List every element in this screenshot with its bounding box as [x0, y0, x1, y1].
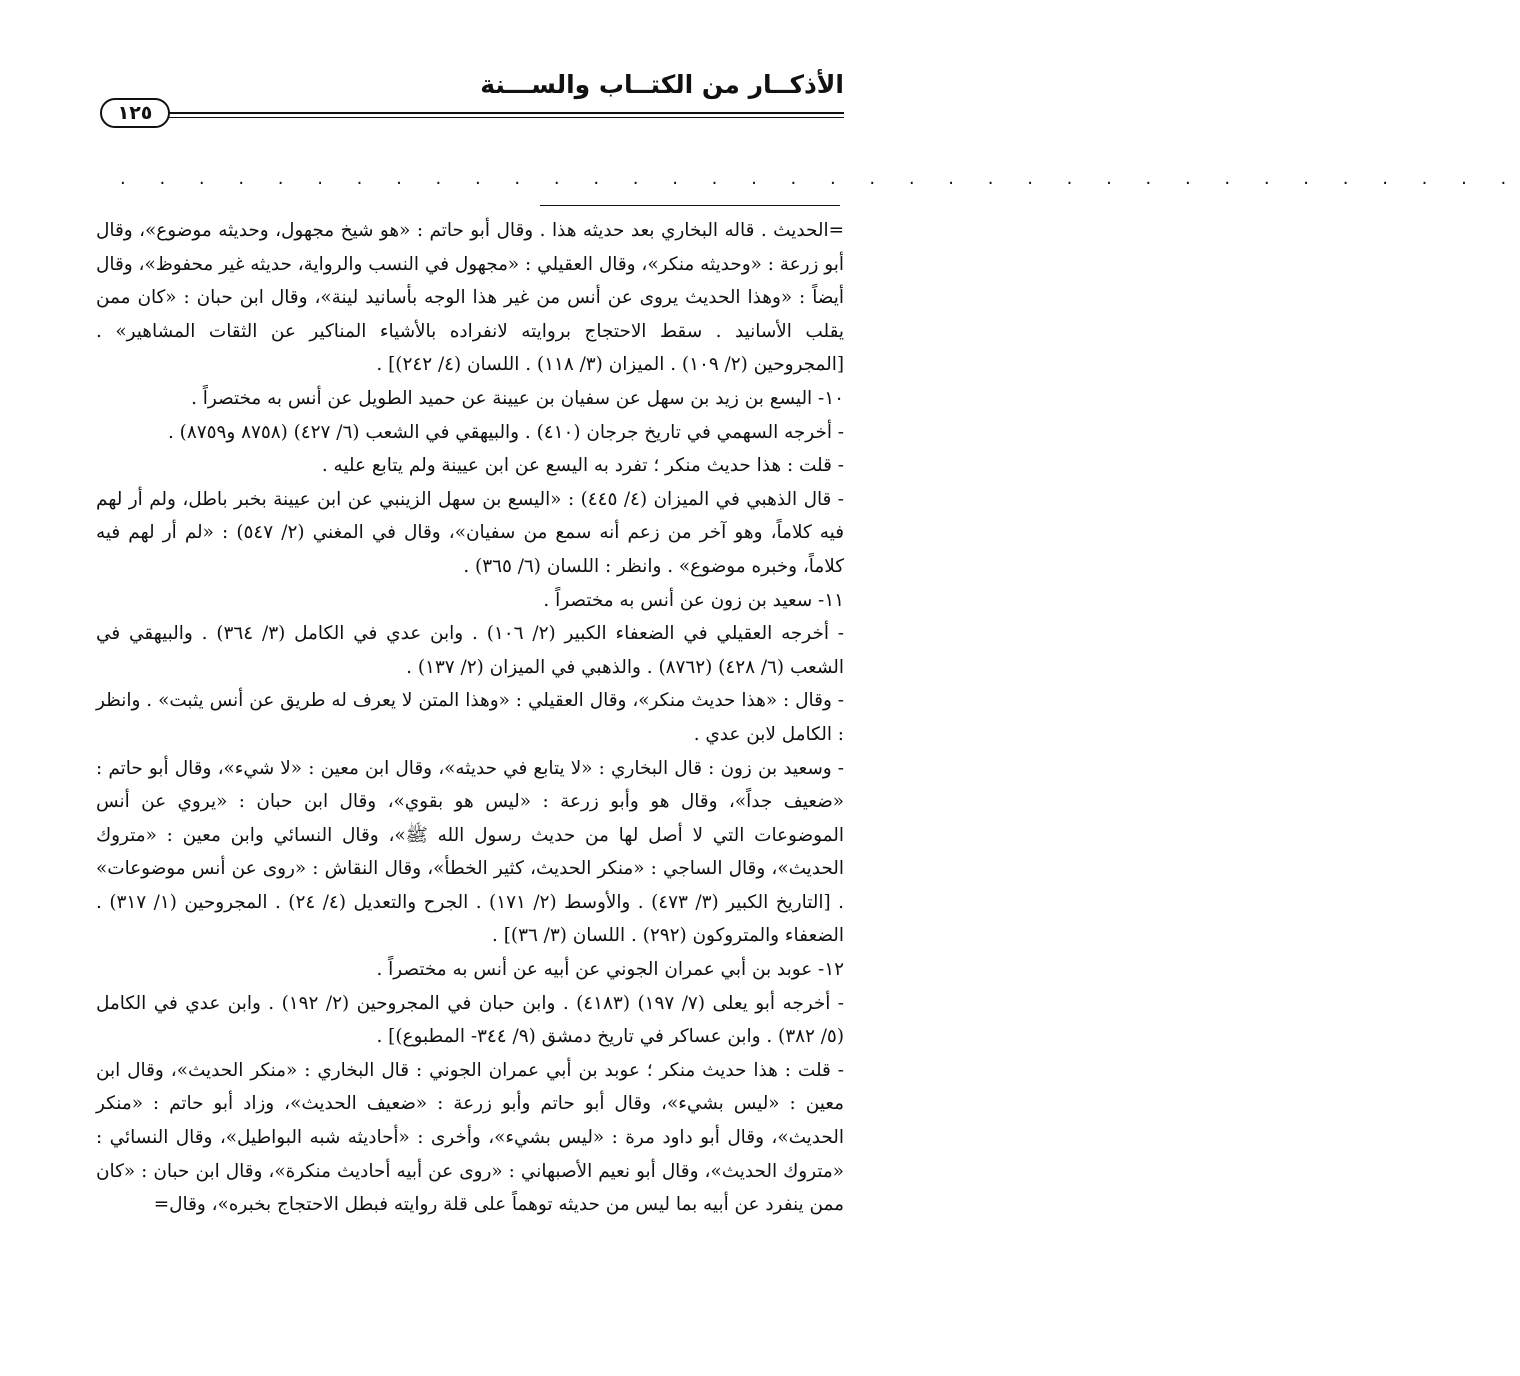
header-rule — [168, 112, 844, 114]
page-number: ١٢٥ — [100, 98, 170, 128]
paragraph: - قلت : هذا حديث منكر ؛ عوبد بن أبي عمران الجوني : قال البخاري : «منكر الحديث»، وقال ابن معين : «ليس بشيء»، وقال أبو حاتم وأبو زرعة : «ضعيف الحديث»، وزاد أبو حاتم : «منكر الحديث»، وقال أبو داود مرة : «ليس بشيء»، وأخرى : «أحاديثه شبه البواطيل»، وقال النسائي : «متروك الحديث»، وقال أبو نعيم الأصبهاني : «روى عن أبيه أحاديث منكرة»، وقال ابن حبان : «كان ممن ينفرد عن أبيه بما ليس من حديثه توهماً على قلة روايته فبطل الاحتجاج بخبره»، وقال= — [96, 1059, 844, 1216]
paragraph: =الحديث . قاله البخاري بعد حديثه هذا . وقال أبو حاتم : «هو شيخ مجهول، وحديثه موضوع»، وقال أبو زرعة : «وحديثه منكر»، وقال العقيلي : «مجهول في النسب والرواية، حديثه غير محفوظ»، وقال أيضاً : «وهذا الحديث يروى عن أنس من غير هذا الوجه بأسانيد لينة»، وقال ابن حبان : «كان ممن يقلب الأسانيد . سقط الاحتجاج بروايته لانفراده بالأشياء المناكير عن الثقات المشاهير» . [المجروحين (٢/ ١٠٩) . الميزان (٣/ ١١٨) . اللسان (٤/ ٢٤٢)] . — [96, 220, 844, 376]
paragraph: - قلت : هذا حديث منكر ؛ تفرد به اليسع عن ابن عيينة ولم يتابع عليه . — [321, 455, 844, 477]
paragraph: - أخرجه السهمي في تاريخ جرجان (٤١٠) . والبيهقي في الشعب (٦/ ٤٢٧) (٨٧٥٨ و٨٧٥٩) . — [167, 421, 844, 443]
paragraph: - وقال : «هذا حديث منكر»، وقال العقيلي : «وهذا المتن لا يعرف له طريق عن أنس يثبت» . وانظر : الكامل لابن عدي . — [96, 690, 844, 745]
running-title: الأذكــار من الكتــاب والســـنة — [480, 70, 844, 99]
paragraph: - أخرجه أبو يعلى (٧/ ١٩٧) (٤١٨٣) . وابن حبان في المجروحين (٢/ ١٩٢) . وابن عدي في الكامل (٥/ ٣٨٢) . وابن عساكر في تاريخ دمشق (٩/ ٣٤٤- المطبوع)] . — [96, 992, 844, 1048]
footnote-body — [96, 214, 844, 1222]
footnote-rule — [540, 205, 840, 206]
paragraph: ١١- سعيد بن زون عن أنس به مختصراً . — [543, 589, 844, 611]
paragraph: - وسعيد بن زون : قال البخاري : «لا يتابع في حديثه»، وقال ابن معين : «لا شيء»، وقال أبو حاتم : «ضعيف جداً»، وقال هو وأبو زرعة : «ليس هو بقوي»، وقال ابن حبان : «يروي عن أنس الموضوعات التي لا أصل لها من حديث رسول الله ﷺ»، وقال النسائي وابن معين : «متروك الحديث»، وقال الساجي : «منكر الحديث، كثير الخطأ»، وقال النقاش : «روى عن أنس موضوعات» . [التاريخ الكبير (٣/ ٤٧٣) . والأوسط (٢/ ١٧١) . الجرح والتعديل (٤/ ٢٤) . المجروحين (١/ ٣١٧) . الضعفاء والمتروكون (٢٩٢) . اللسان (٣/ ٣٦)] . — [96, 757, 844, 947]
paragraph: ١٢- عوبد بن أبي عمران الجوني عن أبيه عن أنس به مختصراً . — [376, 959, 844, 981]
dotted-separator: . . . . . . . . . . . . . . . . . . . . . . . . . . . . . . . . . . . . — [120, 168, 1520, 189]
paragraph: - أخرجه العقيلي في الضعفاء الكبير (٢/ ١٠٦) . وابن عدي في الكامل (٣/ ٣٦٤) . والبيهقي في الشعب (٦/ ٤٢٨) (٨٧٦٢) . والذهبي في الميزان (٢/ ١٣٧) . — [96, 623, 844, 678]
page-header — [96, 70, 844, 124]
paragraph: - قال الذهبي في الميزان (٤/ ٤٤٥) : «اليسع بن سهل الزينبي عن ابن عيينة بخبر باطل، ولم أر لهم فيه كلاماً، وهو آخر من زعم أنه سمع من سفيان»، وقال في المغني (٢/ ٥٤٧) : «لم أر لهم فيه كلاماً، وخبره موضوع» . وانظر : اللسان (٦/ ٣٦٥) . — [96, 488, 844, 577]
header-rule-thin — [168, 117, 844, 118]
paragraph: ١٠- اليسع بن زيد بن سهل عن سفيان بن عيينة عن حميد الطويل عن أنس به مختصراً . — [191, 387, 844, 409]
